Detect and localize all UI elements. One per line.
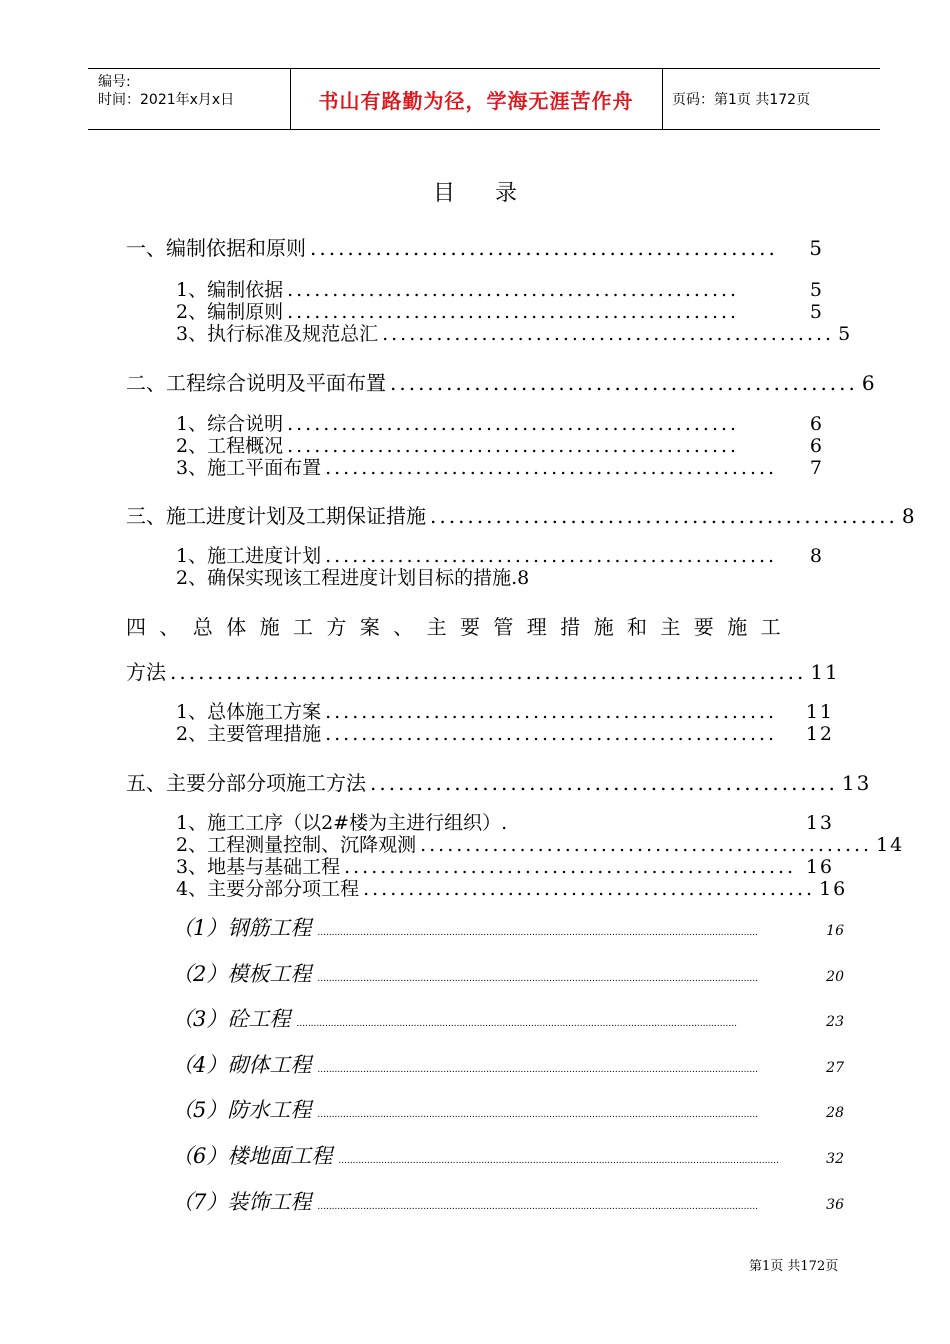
toc-leader: .................................................. bbox=[382, 323, 835, 345]
toc-entry-page: 14 bbox=[876, 834, 905, 856]
toc-entry-title: 一、编制依据和原则 bbox=[126, 236, 306, 260]
toc-entry-page: 7 bbox=[809, 457, 838, 479]
toc-entry[interactable] bbox=[176, 435, 838, 457]
page-footer: 第1页 共172页 bbox=[749, 1259, 839, 1274]
toc-leader: .................................................. bbox=[287, 279, 740, 301]
toc-entry-page: 28 bbox=[826, 1105, 844, 1121]
toc-entry[interactable] bbox=[172, 1049, 844, 1079]
toc-entry-page: 23 bbox=[826, 1014, 844, 1030]
toc-entry-title: （3）砼工程 bbox=[172, 1007, 291, 1031]
toc-entry[interactable] bbox=[176, 567, 844, 589]
toc-entry-page: 5 bbox=[809, 279, 838, 301]
toc-leader: .......................................................................................................................................................... bbox=[338, 1156, 779, 1166]
toc-leader: .................................................. bbox=[325, 701, 778, 723]
toc-entry-title: 1、总体施工方案 bbox=[176, 701, 322, 723]
toc-entry[interactable] bbox=[176, 878, 848, 900]
time-label: 时间：2021年x月x日 bbox=[98, 92, 235, 108]
toc-leader: .................................................. bbox=[390, 371, 858, 395]
toc-leader: .................................................. bbox=[325, 457, 778, 479]
toc-leader: .................................................................... bbox=[170, 660, 807, 684]
toc-title: 目录 bbox=[432, 181, 557, 206]
toc-entry[interactable] bbox=[176, 812, 834, 834]
toc-entry[interactable] bbox=[172, 1094, 844, 1124]
toc-entry-page: 27 bbox=[826, 1060, 844, 1076]
toc-entry[interactable] bbox=[126, 500, 931, 529]
toc-leader: .................................................. bbox=[430, 504, 898, 528]
toc-leader: .................................................. bbox=[287, 301, 740, 323]
toc-entry-title: 2、确保实现该工程进度计划目标的措施 bbox=[176, 567, 512, 589]
toc-leader: .................................................. bbox=[370, 771, 838, 795]
toc-entry-title: 3、执行标准及规范总汇 bbox=[176, 323, 379, 345]
toc-entry-title: 三、施工进度计划及工期保证措施 bbox=[126, 504, 426, 528]
toc-entry[interactable] bbox=[172, 1186, 844, 1216]
toc-leader: .......................................................................................................................................................... bbox=[317, 974, 758, 984]
toc-entry-page: 6 bbox=[809, 435, 838, 457]
toc-entry[interactable] bbox=[172, 1140, 844, 1170]
toc-entry[interactable] bbox=[176, 457, 838, 479]
toc-entry[interactable] bbox=[172, 1003, 844, 1033]
toc-entry-page: 6 bbox=[809, 413, 838, 435]
toc-entry[interactable] bbox=[126, 767, 872, 796]
toc-entry-title: 2、主要管理措施 bbox=[176, 723, 322, 745]
toc-entry[interactable] bbox=[176, 856, 834, 878]
toc-leader: .................................................. bbox=[344, 856, 797, 878]
toc-entry[interactable] bbox=[172, 912, 844, 942]
page-header bbox=[88, 68, 880, 130]
toc-entry-title: （5）防水工程 bbox=[172, 1098, 312, 1122]
toc-entry-title: 4、主要分部分项工程 bbox=[176, 878, 360, 900]
toc-entry-title: 3、施工平面布置 bbox=[176, 457, 322, 479]
toc-entry-page: 5 bbox=[809, 236, 838, 260]
toc-entry[interactable] bbox=[176, 279, 838, 301]
toc-entry-title: 1、编制依据 bbox=[176, 279, 284, 301]
toc-leader: .................................................. bbox=[310, 236, 778, 260]
toc-entry-page: 6 bbox=[861, 371, 891, 395]
toc-entry-title: （6）楼地面工程 bbox=[172, 1144, 333, 1168]
toc-leader: .......................................................................................................................................................... bbox=[317, 928, 758, 938]
toc-entry[interactable] bbox=[176, 834, 905, 856]
toc-entry-title: 2、编制原则 bbox=[176, 301, 284, 323]
toc-entry[interactable] bbox=[176, 701, 834, 723]
toc-leader: .................................................. bbox=[287, 413, 740, 435]
toc-entry-page: 13 bbox=[805, 812, 834, 834]
toc-entry-page: 11 bbox=[805, 701, 834, 723]
toc-leader: .................................................. bbox=[363, 878, 816, 900]
toc-entry-title: 3、地基与基础工程 bbox=[176, 856, 341, 878]
toc-leader: .......................................................................................................................................................... bbox=[317, 1202, 758, 1212]
toc-entry[interactable] bbox=[126, 232, 838, 261]
toc-entry[interactable] bbox=[172, 958, 844, 988]
toc-leader: .................................................. bbox=[325, 723, 778, 745]
toc-entry-title: 1、综合说明 bbox=[176, 413, 284, 435]
toc-entry-page: 20 bbox=[826, 969, 844, 985]
toc-entry-page: 12 bbox=[805, 723, 834, 745]
toc-entry-title: （1）钢筋工程 bbox=[172, 916, 312, 940]
toc-entry-page: .8 bbox=[511, 567, 530, 589]
toc-entry-page: 16 bbox=[826, 923, 844, 939]
toc-leader: .................................................. bbox=[420, 834, 873, 856]
toc-entry-page: 8 bbox=[901, 504, 931, 528]
toc-entry[interactable] bbox=[176, 545, 838, 567]
toc-entry[interactable] bbox=[126, 656, 840, 685]
toc-entry[interactable] bbox=[176, 323, 867, 345]
toc-entry-title: 方法 bbox=[126, 660, 166, 684]
toc-entry-title: 二、工程综合说明及平面布置 bbox=[126, 371, 386, 395]
number-label: 编号: bbox=[98, 74, 131, 90]
toc-leader: .................................................. bbox=[287, 435, 740, 457]
toc-entry-title-line1: 四、总体施工方案、主要管理措施和主要施工 bbox=[126, 615, 794, 639]
toc-entry-page: 8 bbox=[809, 545, 838, 567]
toc-leader: .......................................................................................................................................................... bbox=[317, 1065, 758, 1075]
toc-entry-page: 5 bbox=[809, 301, 838, 323]
toc-entry-page: 16 bbox=[819, 878, 848, 900]
toc-entry-title: （2）模板工程 bbox=[172, 962, 312, 986]
toc-entry-page: 16 bbox=[805, 856, 834, 878]
toc-entry[interactable] bbox=[176, 723, 834, 745]
toc-entry[interactable] bbox=[176, 413, 838, 435]
toc-entry-title: （4）砌体工程 bbox=[172, 1053, 312, 1077]
toc-entry-title: 2、工程概况 bbox=[176, 435, 284, 457]
toc-entry-page: 11 bbox=[810, 660, 840, 684]
toc-entry[interactable] bbox=[176, 301, 838, 323]
toc-entry-page: 5 bbox=[838, 323, 867, 345]
toc-entry-title: 1、施工进度计划 bbox=[176, 545, 322, 567]
toc-entry-page: 36 bbox=[826, 1197, 844, 1213]
toc-leader: .................................................. bbox=[325, 545, 778, 567]
toc-entry-page: 32 bbox=[826, 1151, 844, 1167]
toc-leader: .......................................................................................................................................................... bbox=[296, 1019, 737, 1029]
header-motto: 书山有路勤为径，学海无涯苦作舟 bbox=[290, 69, 663, 129]
header-page-label: 页码：第1页 共172页 bbox=[672, 92, 811, 108]
toc-entry[interactable] bbox=[126, 367, 891, 396]
header-left-cell bbox=[88, 69, 291, 129]
toc-leader: .......................................................................................................................................................... bbox=[317, 1110, 758, 1120]
toc-entry-page: 13 bbox=[841, 771, 872, 795]
toc-entry-title: 2、工程测量控制、沉降观测 bbox=[176, 834, 417, 856]
toc-entry-title: 1、施工工序（以2#楼为主进行组织）. bbox=[176, 812, 508, 834]
toc-entry-title: （7）装饰工程 bbox=[172, 1190, 312, 1214]
toc-entry-title: 五、主要分部分项施工方法 bbox=[126, 771, 366, 795]
